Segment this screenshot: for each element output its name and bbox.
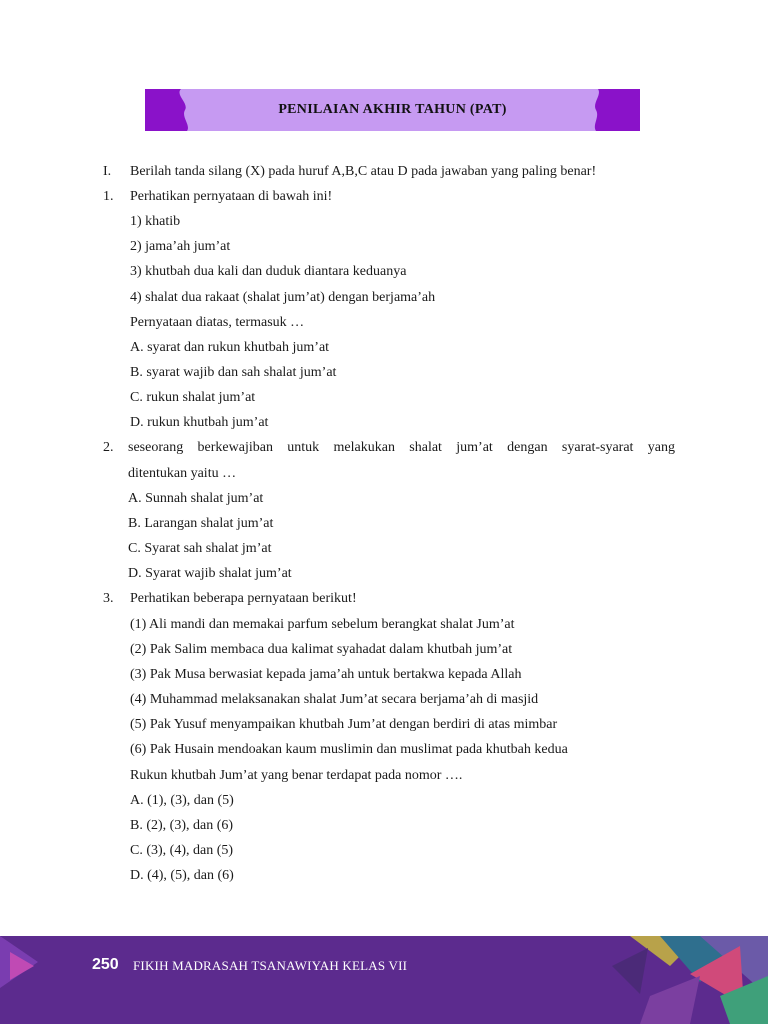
- question-1-text: Perhatikan pernyataan di bawah ini!: [130, 189, 333, 204]
- question-3-item: (5) Pak Yusuf menyampaikan khutbah Jum’at dengan berdiri di atas mimbar: [130, 717, 558, 732]
- question-2-option-a: A. Sunnah shalat jum’at: [128, 491, 264, 506]
- question-1-prompt: Pernyataan diatas, termasuk …: [130, 315, 305, 330]
- question-3-item: (6) Pak Husain mendoakan kaum muslimin dan muslimat pada khutbah kedua: [130, 742, 568, 757]
- question-1-item: 2) jama’ah jum’at: [130, 239, 231, 254]
- question-3-item: (3) Pak Musa berwasiat kepada jama’ah untuk bertakwa kepada Allah: [130, 667, 522, 682]
- question-1-option-a: A. syarat dan rukun khutbah jum’at: [130, 340, 330, 355]
- question-1-option-d: D. rukun khutbah jum’at: [130, 415, 269, 430]
- book-title: FIKIH MADRASAH TSANAWIYAH KELAS VII: [133, 958, 408, 973]
- question-3-item: (2) Pak Salim membaca dua kalimat syahadat dalam khutbah jum’at: [130, 642, 513, 657]
- title-banner: [145, 89, 640, 131]
- question-2-option-b: B. Larangan shalat jum’at: [128, 516, 274, 531]
- section-instruction: Berilah tanda silang (X) pada huruf A,B,C atau D pada jawaban yang paling benar!: [130, 164, 597, 179]
- banner-right-ornament: [590, 89, 640, 131]
- section-number: I.: [103, 164, 112, 179]
- question-1-number: 1.: [103, 189, 114, 204]
- question-1-item: 1) khatib: [130, 214, 181, 229]
- question-3-item: (1) Ali mandi dan memakai parfum sebelum berangkat shalat Jum’at: [130, 617, 515, 632]
- question-2-text-line-2: ditentukan yaitu …: [128, 466, 237, 481]
- banner-left-ornament: [145, 89, 195, 131]
- page-number: 250: [92, 956, 119, 973]
- question-3-text: Perhatikan beberapa pernyataan berikut!: [130, 591, 357, 606]
- question-1-item: 3) khutbah dua kali dan duduk diantara keduanya: [130, 264, 407, 279]
- question-3-item: (4) Muhammad melaksanakan shalat Jum’at secara berjama’ah di masjid: [130, 692, 539, 707]
- question-3-prompt: Rukun khutbah Jum’at yang benar terdapat pada nomor ….: [130, 768, 463, 783]
- question-3-option-c: C. (3), (4), dan (5): [130, 843, 234, 858]
- question-3-option-a: A. (1), (3), dan (5): [130, 793, 234, 808]
- question-2-number: 2.: [103, 440, 114, 455]
- question-3-option-b: B. (2), (3), dan (6): [130, 818, 234, 833]
- question-2-text-line-1: seseorang berkewajiban untuk melakukan shalat jum’at dengan syarat-syarat yang: [128, 440, 675, 455]
- question-1-item: 4) shalat dua rakaat (shalat jum’at) dengan berjama’ah: [130, 290, 436, 305]
- page-title: PENILAIAN AKHIR TAHUN (PAT): [278, 102, 507, 117]
- question-1-option-c: C. rukun shalat jum’at: [130, 390, 256, 405]
- footer-ornament: [0, 936, 768, 1024]
- question-3-number: 3.: [103, 591, 114, 606]
- question-2-option-c: C. Syarat sah shalat jm’at: [128, 541, 272, 556]
- question-2-option-d: D. Syarat wajib shalat jum’at: [128, 566, 292, 581]
- question-3-option-d: D. (4), (5), dan (6): [130, 868, 234, 883]
- question-1-option-b: B. syarat wajib dan sah shalat jum’at: [130, 365, 337, 380]
- page-footer: [0, 936, 768, 1024]
